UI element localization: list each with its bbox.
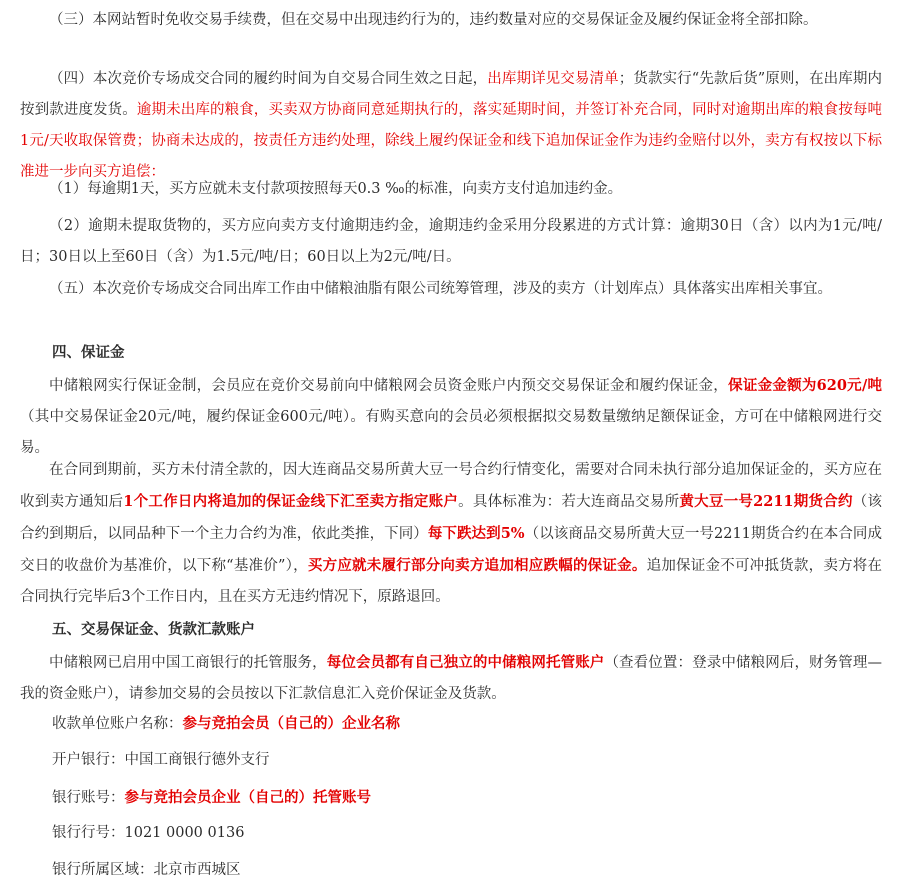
account-row xyxy=(52,782,371,814)
highlight-delivery-period: 出库期详见交易清单 xyxy=(487,71,619,87)
highlight-one-workday: 1个工作日内将追加的保证金线下汇至卖方指定账户 xyxy=(123,493,459,510)
bank-value: 中国工商银行德外支行 xyxy=(124,752,270,768)
clause-performance-time: （四）本次竞价专场成交合同的履约时间为自交易合同生效之日起，出库期详见交易清单；货款实行“先款后货”原则，在出库期内按到款进度发货。逾期未出库的粮食，买卖双方协商同意延期执行的，落实延期时间，并签订补充合同，同时对逾期出库的粮食按每吨1元/天收取保管费；协商未达成的，按责任方违约处理，除线上履约保证金和线下追加保证金作为违约金赔付以外，卖方有权按以下标准进一步向买方追偿： xyxy=(20,71,883,180)
highlight-buyer-obligation: 买方应就未履行部分向卖方追加相应跌幅的保证金。 xyxy=(307,557,647,574)
bank-label: 开户银行： xyxy=(52,752,125,768)
highlight-deposit-amount: 保证金金额为620元/吨 xyxy=(728,377,883,394)
bank-row xyxy=(52,745,270,776)
bank-code-label: 银行行号： xyxy=(52,825,125,841)
payee-label: 收款单位账户名称： xyxy=(52,716,183,732)
highlight-custody-account: 每位会员都有自己独立的中储粮网托管账户 xyxy=(326,654,605,671)
section-heading-accounts: 五、交易保证金、货款汇款账户 xyxy=(52,621,255,638)
payee-value: 参与竞拍会员（自己的）企业名称 xyxy=(182,715,400,732)
clause-overdue-payment: （1）每逾期1天，买方应就未支付款项按照每天0.3 ‰的标准，向卖方支付追加违约金。 xyxy=(49,181,623,197)
account-value: 参与竞拍会员企业（自己的）托管账号 xyxy=(124,789,371,806)
bank-region-row xyxy=(52,855,241,886)
bank-region-value: 北京市西城区 xyxy=(153,862,241,878)
highlight-drop-threshold: 每下跌达到5% xyxy=(427,525,525,542)
clause-overdue-pickup: （2）逾期未提取货物的，买方应向卖方支付逾期违约金，逾期违约金采用分段累进的方式计算：逾期30日（含）以内为1元/吨/日；30日以上至60日（含）为1.5元/吨/日；60日以上为2元/吨/日。 xyxy=(20,218,882,265)
bank-code-row xyxy=(52,818,244,849)
clause-deposit-system: 中储粮网实行保证金制，会员应在竞价交易前向中储粮网会员资金账户内预交交易保证金和履约保证金，保证金金额为620元/吨（其中交易保证金20元/吨，履约保证金600元/吨）。有购买意向的会员必须根据拟交易数量缴纳足额保证金，方可在中储粮网进行交易。 xyxy=(20,377,883,456)
section-heading-deposit: 四、保证金 xyxy=(52,344,125,361)
clause-custody-service: 中储粮网已启用中国工商银行的托管服务，每位会员都有自己独立的中储粮网托管账户（查看位置：登录中储粮网后，财务管理—我的资金账户），请参加交易的会员按以下汇款信息汇入竞价保证金及货款。 xyxy=(20,654,883,702)
bank-code-value: 1021 0000 0136 xyxy=(124,825,245,841)
clause-additional-deposit: 在合同到期前，买方未付清全款的，因大连商品交易所黄大豆一号合约行情变化，需要对合同未执行部分追加保证金的，买方应在收到卖方通知后1个工作日内将追加的保证金线下汇至卖方指定账户。具体标准为：若大连商品交易所黄大豆一号2211期货合约（该合约到期后，以同品种下一个主力合约为准，依此类推，下同）每下跌达到5%（以该商品交易所黄大豆一号2211期货合约在本合同成交日的收盘价为基准价，以下称“基准价”），买方应就未履行部分向卖方追加相应跌幅的保证金。追加保证金不可冲抵货款，卖方将在合同执行完毕后3个工作日内，且在买方无违约情况下，原路退回。 xyxy=(20,462,883,605)
clause-fee-exemption: （三）本网站暂时免收交易手续费，但在交易中出现违约行为的，违约数量对应的交易保证金及履约保证金将全部扣除。 xyxy=(49,12,818,28)
clause-delivery-management: （五）本次竞价专场成交合同出库工作由中储粮油脂有限公司统筹管理，涉及的卖方（计划库点）具体落实出库相关事宜。 xyxy=(49,281,832,297)
payee-row xyxy=(52,708,400,740)
highlight-futures-contract: 黄大豆一号2211期货合约 xyxy=(679,493,853,510)
bank-region-label: 银行所属区域： xyxy=(52,862,154,878)
account-label: 银行账号： xyxy=(52,790,125,806)
highlight-overdue-terms: 逾期未出库的粮食，买卖双方协商同意延期执行的，落实延期时间，并签订补充合同，同时对逾期出库的粮食按每吨1元/天收取保管费；协商未达成的，按责任方违约处理，除线上履约保证金和线下追加保证金作为违约金赔付以外，卖方有权按以下标准进一步向买方追偿： xyxy=(20,102,883,180)
